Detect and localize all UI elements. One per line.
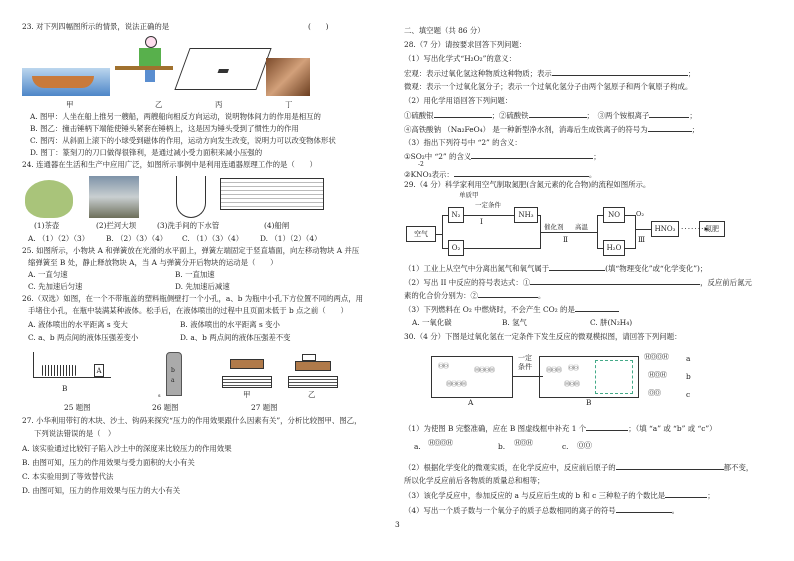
weights	[302, 354, 316, 361]
choice-b[interactable]: b.	[498, 442, 506, 451]
molecule-h2o2: ⒽⓄⓄⒽ	[446, 381, 467, 388]
molecule-o2: ⓄⓄ	[438, 363, 449, 370]
incline-magnet-image	[174, 48, 271, 90]
q29-blank-3[interactable]	[478, 290, 538, 298]
period: 。	[588, 170, 597, 179]
q29-option-a[interactable]: A. 一氧化碳	[412, 318, 452, 327]
q25-stem-line2: 缩弹簧至 B 处，静止释放物块 A，当 A 与弹簧分开后物块的运动是（ ）	[28, 258, 278, 267]
semicolon: ；	[687, 69, 696, 78]
q24-stem: 24. 连通器在生活和生产中应用广泛，如图所示事例中是利用连通器原理工作的是（ ）	[22, 160, 317, 169]
q25-option-c[interactable]: C. 先加速后匀速	[28, 282, 83, 291]
cond-line1: 一定	[518, 354, 532, 362]
bottle-image	[166, 352, 182, 396]
dashed-placeholder-box[interactable]	[595, 360, 633, 394]
q25-option-b[interactable]: B. 一直加速	[175, 270, 215, 279]
q26-stem-line2: 手堵住小孔，在瓶中装满某种液体。松手后，在液体喷出的过程中且页面未低于 b 点之前（ ）	[28, 306, 348, 315]
ship-lock-image	[220, 178, 324, 210]
fig-label-yi: 乙	[155, 100, 163, 109]
item4-text: ④高铁酸钠 （Na₂FeO₄） 是一种新型净水剂，消毒后生成铁离子的符号为	[404, 125, 648, 134]
caption-26: 26 题图	[152, 403, 179, 412]
node-n2: N₂	[448, 207, 464, 223]
q26-stem-line1: 26.（双选）如图，在一个不带瓶盖的塑料瓶侧壁打一个小孔，a、b 为瓶中小孔下方位置不同的两点，用	[22, 294, 364, 303]
distance-s: s	[158, 393, 161, 399]
period: 。	[671, 506, 680, 515]
blank-2[interactable]	[529, 110, 587, 118]
q23-option-a[interactable]: A. 图甲：人坐在船上推另一艘船，两艘船向相反方向运动，说明物体间力的作用是相互的	[30, 112, 321, 121]
dots: ·······▸	[681, 224, 710, 233]
sand-yi	[288, 376, 338, 388]
q24-label-3: (3)洗手间的下水管	[157, 221, 220, 230]
spring-image	[40, 365, 78, 376]
q23-option-d[interactable]: D. 图丁：篆刻刀的刀口做得很锋利，是通过减小受力面积来减小压强的	[30, 148, 263, 157]
node-nh3: NH₃	[514, 207, 538, 223]
legend-c: c	[686, 390, 691, 399]
q28-stem: 28.（7 分）请按要求回答下列问题：	[404, 40, 527, 49]
q29-stem: 29.（4 分）科学家利用空气制取氮肥(含氮元素的化合物)的流程如图所示。	[404, 180, 651, 189]
q24-label-2: (2)拦河大坝	[96, 221, 137, 230]
q29-blank-2[interactable]	[530, 277, 700, 285]
q25-option-d[interactable]: D. 先加速后减速	[175, 282, 230, 291]
q30-part4	[404, 505, 679, 516]
legend-molecule-a: ⒽⓄⓄⒽ	[644, 353, 668, 361]
point-a: a	[171, 377, 175, 384]
label-step1: Ⅰ	[480, 217, 483, 226]
p4-text: （4）写出一个质子数与一个氧分子的质子总数相同的离子的符号	[404, 506, 616, 515]
q30-blank-1[interactable]	[586, 423, 628, 431]
q30-blank-4[interactable]	[616, 505, 672, 513]
q30-blank-3[interactable]	[665, 490, 707, 498]
fig-label-jia: 甲	[66, 100, 74, 109]
node-h2o: H₂O	[603, 240, 625, 256]
q30-stem: 30.（4 分）下图是过氧化氢在一定条件下发生反应的微观模拟图，请回答下列问题：	[404, 332, 682, 341]
s1-text: ①SO₂中 “2” 的含义	[404, 152, 472, 161]
semicolon: ；	[593, 152, 601, 161]
q28-part1: （1）写出化学式“H₂O₂”的意义：	[404, 54, 516, 63]
s2-text: ②KNO₃表示：	[404, 170, 454, 179]
q30-blank-2[interactable]	[616, 462, 724, 470]
q25-stem-line1: 25. 如图所示，小物块 A 和弹簧放在光滑的水平面上，弹簧左端固定于竖直墙面，向左移动物块 A 并压	[22, 246, 360, 255]
nail-block-jia	[230, 359, 264, 369]
q29-blank-1[interactable]	[549, 263, 605, 271]
q24-label-4: (4)船闸	[264, 221, 290, 230]
q29-part1	[404, 263, 707, 274]
molecule-h2o2: ⒽⓄⓄⒽ	[474, 367, 495, 374]
blank-4[interactable]	[648, 124, 692, 132]
q26-option-d[interactable]: D. a、b 两点间的液体压强差不变	[180, 333, 291, 342]
q28-s1	[404, 151, 601, 162]
p2-text: （2）写出 II 中反应的符号表达式：①	[404, 278, 531, 287]
section-title: 二、填空题（共 86 分）	[404, 26, 485, 35]
p2c-text: 素的化合价分别为：②	[404, 291, 478, 300]
node-fertilizer: 氮肥	[699, 221, 725, 237]
choice-a-molecule: ⒽⓄⓄⒽ	[428, 439, 452, 447]
cond-line2: 条件	[518, 363, 532, 371]
label-a-box: A	[468, 398, 474, 407]
box-a	[431, 356, 513, 398]
q24-option-c[interactable]: C. （1）（3）（4）	[182, 234, 244, 243]
q27-option-b[interactable]: B. 由图可知，压力的作用效果与受力面积的大小有关	[22, 458, 195, 467]
drainpipe-image	[176, 176, 206, 218]
node-no: NO	[603, 207, 625, 223]
label-high-temp: 高温	[575, 223, 588, 231]
q28-micro: 微观：表示一个过氧化氢分子；表示一个过氧化氢分子由两个氢原子和两个氧原子构成。	[404, 82, 693, 91]
p1-hint: (填“物理变化”或“化学变化”)；	[605, 264, 708, 273]
valence-sup: -2	[418, 161, 424, 168]
fig27-jia: 甲	[243, 390, 251, 399]
teapot-image	[25, 180, 73, 218]
blank-5[interactable]	[471, 151, 593, 159]
label-o2-input: O₂	[636, 210, 644, 218]
macro-text: 宏观：表示过氧化氢这种物质这种物质；表示	[404, 69, 552, 78]
legend-a: a	[686, 354, 691, 363]
label-catalyst: 催化剂	[544, 223, 564, 231]
p1-text: （1）工业上从空气中分离出氮气和氧气属于	[404, 264, 550, 273]
q27-stem-line2: 下列说法错误的是（ ）	[34, 429, 116, 438]
nail-block-yi	[295, 361, 331, 371]
semicolon: ；	[707, 491, 715, 500]
p2-tail: ，反应前后氮元	[700, 278, 752, 287]
label-b-box: B	[586, 398, 592, 407]
semicolon: ；	[689, 111, 697, 120]
q29-blank-4[interactable]	[575, 304, 619, 312]
choice-c[interactable]: c.	[562, 442, 569, 451]
q30-part2-cont: 所以化学反应前后各物质的质量总和相等；	[404, 476, 545, 485]
p1-text: （1）为使图 B 完整准确，应在 B 图虚线框中补充 1 个	[404, 424, 587, 433]
p2-tail: 都不变，	[723, 463, 754, 472]
label-step2: Ⅱ	[563, 235, 569, 244]
q29-part2	[404, 277, 752, 288]
q27-option-c[interactable]: C. 本实验用到了等效替代法	[22, 472, 114, 481]
carving-knife-image	[266, 58, 310, 96]
q28-part3: （3）指出下列符号中 “2” 的含义：	[404, 138, 522, 147]
blank-3[interactable]	[649, 110, 689, 118]
q23-stem: 23. 对下列四幅图所示的情景，说法正确的是	[22, 22, 170, 31]
dam-image	[89, 176, 139, 218]
label-single-substance: 单质甲	[459, 191, 479, 199]
q25-option-a[interactable]: A. 一直匀速	[28, 270, 68, 279]
q28-s2	[404, 169, 596, 180]
macro-blank[interactable]	[552, 68, 688, 76]
semicolon: ；	[691, 125, 699, 134]
q29-option-c[interactable]: C. 肼(N₂H₄)	[590, 318, 633, 327]
p3-text: （3）下列燃料在 O₂ 中燃烧时，不会产生 CO₂ 的是	[404, 305, 575, 314]
q30-part2	[404, 462, 753, 473]
q24-option-b[interactable]: B. （2）（3）（4）	[106, 234, 168, 243]
q30-part3	[404, 490, 715, 501]
choice-b-molecule: ⒽⓄⒽ	[514, 439, 532, 447]
molecule-h2o: ⒽⓄⒽ	[564, 381, 580, 388]
p3-text: （3）该化学反应中，参加反应的 a 与反应后生成的 b 和 c 三种粒子的个数比是	[404, 491, 666, 500]
q24-label-1: (1)茶壶	[34, 221, 60, 230]
node-o2: O₂	[448, 240, 464, 256]
label-step3: Ⅲ	[638, 235, 646, 244]
label-b: B	[62, 384, 68, 393]
page-number: 3	[395, 520, 400, 529]
fig-label-ding: 丁	[285, 100, 293, 109]
q29-option-b[interactable]: B. 氢气	[502, 318, 527, 327]
molecule-h2o: ⒽⓄⒽ	[546, 367, 562, 374]
fig27-yi: 乙	[308, 390, 316, 399]
floor	[33, 377, 111, 378]
period: 。	[537, 291, 546, 300]
legend-molecule-c: ⓄⓄ	[648, 389, 660, 397]
q26-option-c[interactable]: C. a、b 两点间的液体压强差变小	[28, 333, 139, 342]
node-hno3: HNO₃	[651, 221, 679, 237]
item-iron-sulfate: ；②硫酸铁	[491, 111, 529, 120]
q28-items-row1	[404, 110, 697, 121]
q28-item4	[404, 124, 699, 135]
q27-option-a[interactable]: A. 该实验通过比较钉子陷入沙土中的深度来比较压力的作用效果	[22, 444, 232, 453]
legend-molecule-b: ⒽⓄⒽ	[648, 371, 666, 379]
q29-part3	[404, 304, 619, 315]
p1-hint: ；（填 “a” 或 “b” 或 “c”）	[628, 424, 717, 433]
fig-label-bing: 丙	[215, 100, 223, 109]
q27-stem-line1: 27. 小华利用带钉的木块、沙土、钩码来探究“压力的作用效果跟什么因素有关”，分析比较图甲、图乙，	[22, 416, 362, 425]
wall	[33, 352, 34, 378]
boat-image	[22, 68, 110, 96]
choice-a[interactable]: a.	[414, 442, 421, 451]
legend-b: b	[686, 372, 691, 381]
p2-text: （2）根据化学变化的微观实质，在化学反应中，反应前后原子的	[404, 463, 616, 472]
node-air: 空气	[406, 226, 436, 242]
block-a: A	[94, 364, 104, 377]
blank-1[interactable]	[434, 110, 492, 118]
q26-option-a[interactable]: A. 液体喷出的水平距离 s 变大	[28, 320, 128, 329]
box-b	[539, 356, 639, 398]
caption-25: 25 题图	[64, 403, 91, 412]
label-condition: 一定条件	[475, 201, 501, 209]
choice-c-molecule: ⓄⓄ	[577, 441, 591, 450]
hammer-man-image	[115, 36, 175, 94]
q30-part1	[404, 423, 717, 434]
q24-option-a[interactable]: A. （1）（2）（3）	[28, 234, 90, 243]
item-ammonium: ； ③两个铵根离子	[586, 111, 650, 120]
q23-answer-paren[interactable]: ( )	[308, 22, 329, 31]
point-b: b	[171, 367, 175, 374]
q28-part2: （2）用化学用语回答下列问题：	[404, 96, 513, 105]
q23-option-c[interactable]: C. 图丙：从斜面上滚下的小球受到磁体的作用，运动方向发生改变，说明力可以改变物体形状	[30, 136, 336, 145]
item-silver-sulfate: ①硫酸银	[404, 111, 434, 120]
q29-part2-cont	[404, 290, 545, 301]
q28-macro	[404, 68, 695, 79]
q23-option-b[interactable]: B. 图乙：撞击锤柄下端能使锤头紧套在锤柄上，这是因为锤头受到了惯性力的作用	[30, 124, 299, 133]
sand-jia	[222, 376, 272, 388]
q27-option-d[interactable]: D. 由图可知，压力的作用效果与压力的大小有关	[22, 486, 181, 495]
q26-option-b[interactable]: B. 液体喷出的水平距离 s 变小	[180, 320, 280, 329]
caption-27: 27 题图	[251, 403, 278, 412]
q24-option-d[interactable]: D. （1）（2）（4）	[260, 234, 322, 243]
molecule-o2: ⓄⓄ	[568, 365, 579, 372]
blank-6[interactable]	[454, 169, 589, 177]
